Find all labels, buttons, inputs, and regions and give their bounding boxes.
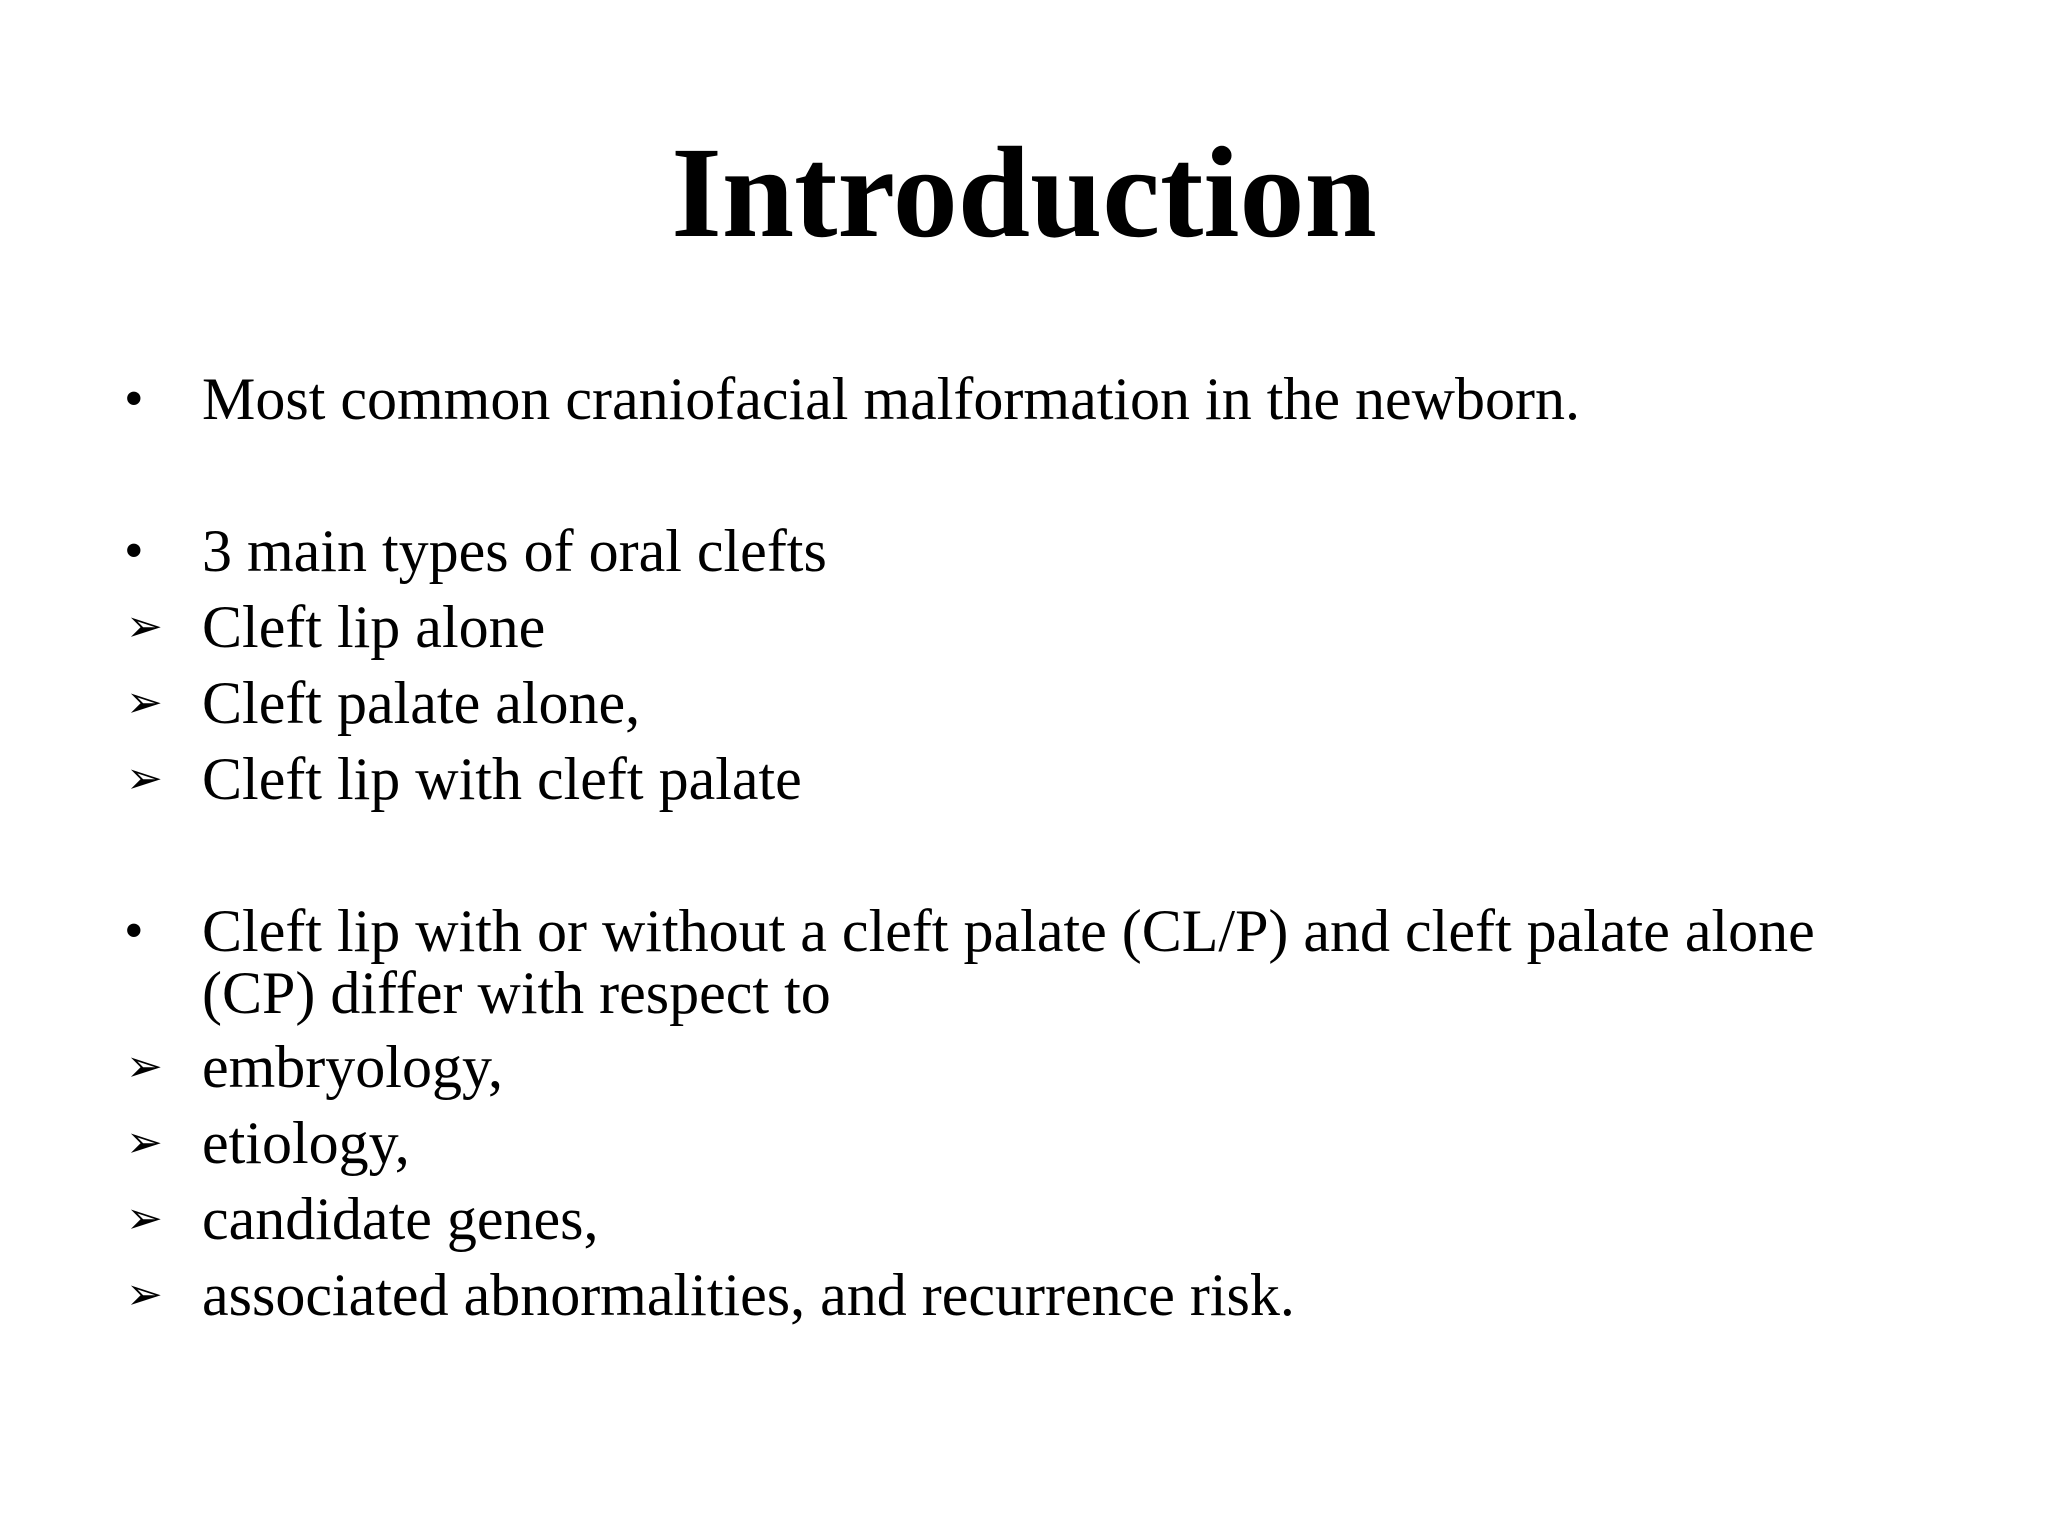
list-item [0, 596, 2048, 658]
list-item [0, 1264, 2048, 1326]
list-item-text: Cleft palate alone, [202, 670, 641, 736]
bullet-icon: • [124, 900, 144, 962]
list-item [0, 900, 2048, 962]
arrow-bullet-icon: ➢ [126, 677, 163, 728]
list-item-text: (CP) differ with respect to [202, 960, 831, 1026]
arrow-bullet-icon: ➢ [126, 1193, 163, 1244]
arrow-bullet-icon: ➢ [126, 601, 163, 652]
arrow-bullet-icon: ➢ [126, 753, 163, 804]
list-item-text: candidate genes, [202, 1186, 599, 1252]
arrow-bullet-icon: ➢ [126, 1117, 163, 1168]
bullet-icon: • [124, 520, 144, 582]
arrow-bullet-icon: ➢ [126, 1041, 163, 1092]
bullet-icon: • [124, 368, 144, 430]
slide-title: Introduction [671, 121, 1377, 265]
list-item-text: embryology, [202, 1034, 504, 1100]
list-item [0, 1036, 2048, 1098]
list-item [0, 672, 2048, 734]
list-item-text: 3 main types of oral clefts [202, 518, 827, 584]
list-item [0, 1188, 2048, 1250]
list-item [0, 748, 2048, 810]
arrow-bullet-icon: ➢ [126, 1269, 163, 1320]
list-item [0, 1112, 2048, 1174]
list-item [0, 520, 2048, 582]
list-item-continuation [0, 962, 2048, 1024]
list-item-text: Most common craniofacial malformation in the newborn. [202, 366, 1580, 432]
list-item-text: Cleft lip with or without a cleft palate (CL/P) and cleft palate alone [202, 898, 1815, 964]
list-item-text: associated abnormalities, and recurrence risk. [202, 1262, 1295, 1328]
list-item-text: etiology, [202, 1110, 410, 1176]
list-item [0, 368, 2048, 430]
list-item-text: Cleft lip alone [202, 594, 546, 660]
list-item-text: Cleft lip with cleft palate [202, 746, 802, 812]
